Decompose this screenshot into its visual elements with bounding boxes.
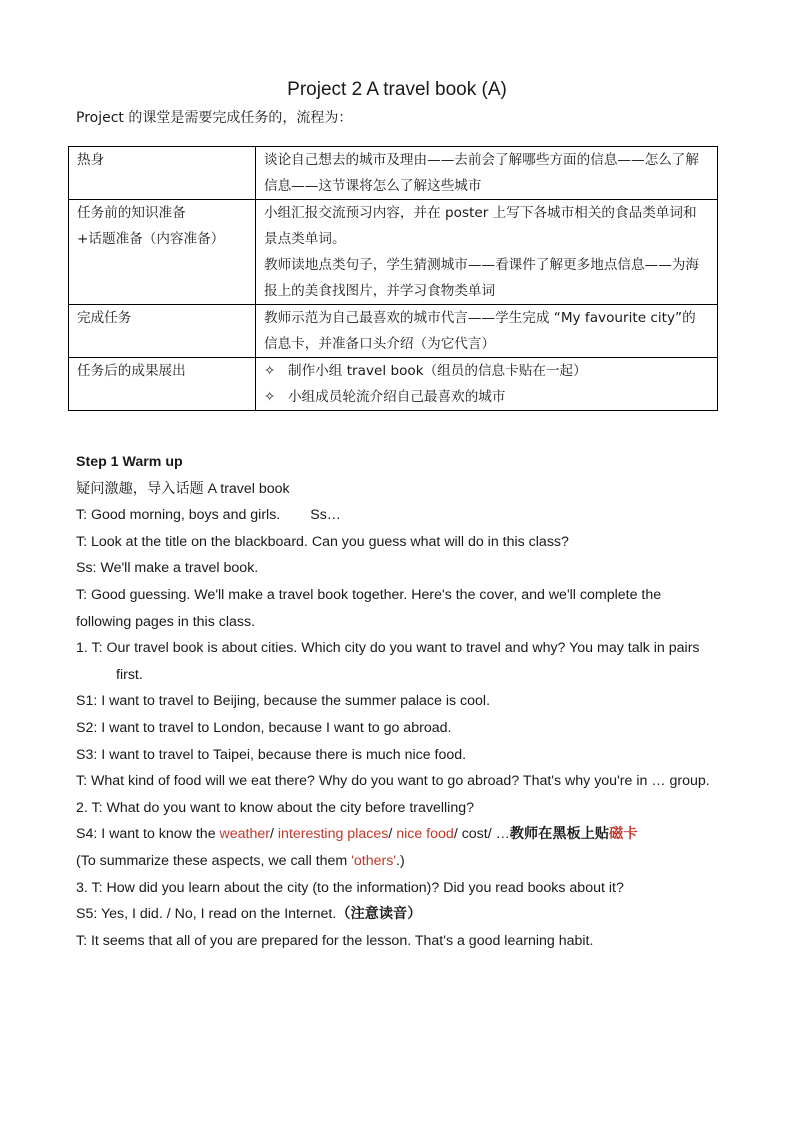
list-item: ✧ 小组成员轮流介绍自己最喜欢的城市 (264, 384, 709, 410)
step1-section (76, 449, 719, 954)
dialogue-line: T: It seems that all of you are prepared for the lesson. That's a good learning habit. (76, 932, 594, 949)
dialogue-line: S5: Yes, I did. / No, I read on the Internet.（注意读音） (76, 906, 422, 923)
dialogue-line: S1: I want to travel to Beijing, because the summer palace is cool. (76, 693, 491, 710)
content-cell: 教师示范为自己最喜欢的城市代言——学生完成 “My favourite city”的信息卡，并准备口头介绍（为它代言） (256, 305, 718, 358)
keyword-weather: weather (219, 826, 271, 843)
dialogue-line: S2: I want to travel to London, because I want to go abroad. (76, 719, 452, 736)
diamond-bullet-icon: ✧ (264, 389, 276, 405)
table-row (69, 200, 718, 305)
table-row (69, 305, 718, 358)
dialogue-line: 2. T: What do you want to know about the city before travelling? (76, 799, 475, 816)
dialogue-line: T: Good guessing. We'll make a travel book together. Here's the cover, and we'll complete the following pages in this class. (76, 586, 662, 630)
keyword-food: nice food (396, 826, 454, 843)
dialogue-line: (To summarize these aspects, we call them 'others'.) (76, 852, 405, 869)
dialogue-line: 3. T: How did you learn about the city (to the information)? Did you read books about it? (76, 879, 624, 896)
stage-cell: 热身 (69, 147, 256, 200)
table-row (69, 358, 718, 411)
stage-cell: 任务后的成果展出 (69, 358, 256, 411)
keyword-places: interesting places (277, 826, 389, 843)
flow-table (68, 146, 718, 411)
step-subheading: 疑问激趣，导入话题 A travel book (76, 480, 290, 497)
diamond-bullet-icon: ✧ (264, 363, 276, 379)
dialogue-line: T: What kind of food will we eat there? Why do you want to go abroad? That's why you're in … group. (76, 773, 710, 790)
intro-text: Project 的课堂是需要完成任务的，流程为： (76, 110, 353, 126)
content-cell (256, 358, 718, 411)
content-cell: 谈论自己想去的城市及理由——去前会了解哪些方面的信息——怎么了解信息——这节课将怎么了解这些城市 (256, 147, 718, 200)
dialogue-line: 1. T: Our travel book is about cities. Which city do you want to travel and why? You may talk in pairs first. (76, 640, 700, 683)
dialogue-line: S3: I want to travel to Taipei, because there is much nice food. (76, 746, 467, 763)
stage-cell: 完成任务 (69, 305, 256, 358)
dialogue-line: T: Look at the title on the blackboard. Can you guess what will do in this class? (76, 533, 569, 550)
content-cell: 小组汇报交流预习内容，并在 poster 上写下各城市相关的食品类单词和景点类单词。 教师读地点类句子，学生猜测城市——看课件了解更多地点信息——为海报上的美食找图片，并学习食物类单词 (256, 200, 718, 305)
stage-cell: 任务前的知识准备 +话题准备（内容准备） (69, 200, 256, 305)
dialogue-line: T: Good morning, boys and girls. Ss… (76, 507, 341, 524)
page-title: Project 2 A travel book (A) (287, 79, 507, 100)
dialogue-line: Ss: We'll make a travel book. (76, 560, 259, 577)
list-item: ✧ 制作小组 travel book（组员的信息卡贴在一起） (264, 358, 709, 384)
step-heading: Step 1 Warm up (76, 454, 183, 470)
dialogue-line: S4: I want to know the weather/ interesting places/ nice food/ cost/ …教师在黑板上贴磁卡 (76, 826, 638, 843)
table-row (69, 147, 718, 200)
